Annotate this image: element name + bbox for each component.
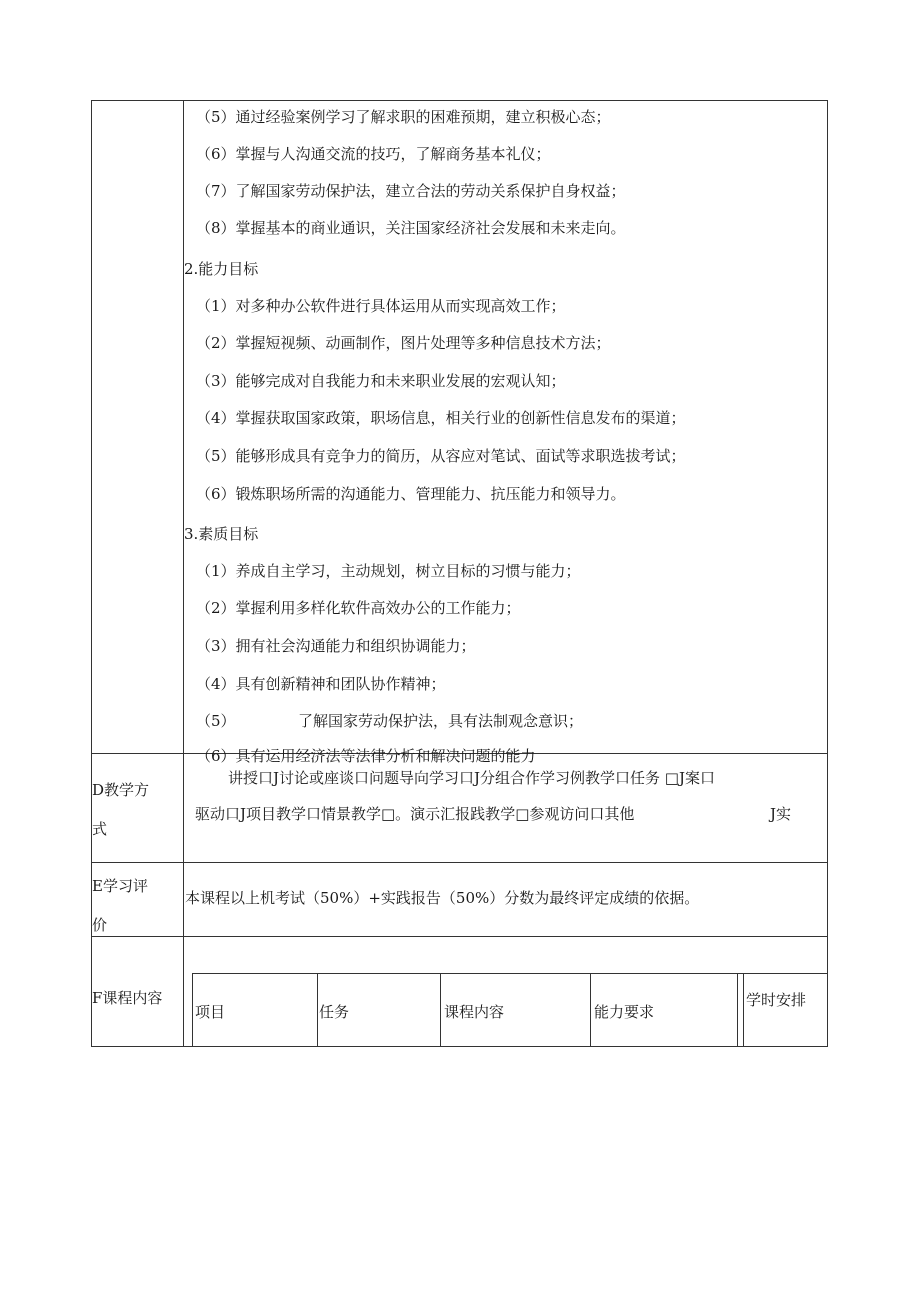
ability-item-5: （5）能够形成具有竞争力的简历，从容应对笔试、面试等求职选拔考试； <box>196 447 686 465</box>
ability-item-4: （4）掌握获取国家政策，职场信息，相关行业的创新性信息发布的渠道； <box>196 409 686 427</box>
quality-item-2: （2）掌握利用多样化软件高效办公的工作能力； <box>196 599 521 617</box>
quality-item-5-text: 了解国家劳动保护法，具有法制观念意识； <box>298 712 584 730</box>
ability-item-3: （3）能够完成对自我能力和未来职业发展的宏观认知； <box>196 372 566 390</box>
row-divider-assessment <box>92 936 827 937</box>
inner-divider-3 <box>590 974 591 1046</box>
knowledge-item-6: （6）掌握与人沟通交流的技巧，了解商务基本礼仪； <box>196 145 551 163</box>
quality-heading: 3.素质目标 <box>184 525 259 543</box>
knowledge-item-7: （7）了解国家劳动保护法，建立合法的劳动关系保护自身权益； <box>196 182 626 200</box>
course-content-label: F课程内容 <box>92 989 163 1007</box>
quality-item-6-cut: （6）具有运用经济法等法律分析和解决问题的能力 <box>196 747 536 765</box>
header-class-hours: 学时安排 <box>746 991 807 1009</box>
teaching-method-line2: 驱动口J项目教学口情景教学□。演示汇报践教学□参观访问口其他 <box>195 805 635 823</box>
objectives-cell <box>184 101 828 765</box>
course-table <box>91 100 828 1047</box>
header-project: 项目 <box>195 1003 226 1021</box>
knowledge-item-8: （8）掌握基本的商业通识，关注国家经济社会发展和未来走向。 <box>196 219 626 237</box>
teaching-method-line2-tail: J实 <box>770 805 792 823</box>
inner-divider-5 <box>743 974 744 1046</box>
ability-item-6: （6）锻炼职场所需的沟通能力、管理能力、抗压能力和领导力。 <box>196 485 626 503</box>
teaching-method-label-line2: 式 <box>92 820 108 838</box>
assessment-label-line2: 价 <box>92 916 108 934</box>
quality-item-3: （3）拥有社会沟通能力和组织协调能力； <box>196 637 476 655</box>
header-ability-requirement: 能力要求 <box>594 1003 655 1021</box>
ability-item-1: （1）对多种办公软件进行具体运用从而实现高效工作； <box>196 297 566 315</box>
knowledge-item-5: （5）通过经验案例学习了解求职的困难预期，建立积极心态； <box>196 108 611 126</box>
ability-item-2: （2）掌握短视频、动画制作，图片处理等多种信息技术方法； <box>196 334 611 352</box>
course-content-inner-table <box>192 973 828 1047</box>
header-task: 任务 <box>319 1003 350 1021</box>
quality-item-4: （4）具有创新精神和团队协作精神； <box>196 675 446 693</box>
header-course-content: 课程内容 <box>444 1003 505 1021</box>
assessment-text: 本课程以上机考试（50%）+实践报告（50%）分数为最终评定成绩的依据。 <box>185 889 700 907</box>
inner-divider-1 <box>317 974 318 1046</box>
ability-heading: 2.能力目标 <box>184 260 259 278</box>
teaching-method-line1: 讲授口J讨论或座谈口问题导向学习口J分组合作学习例教学口任务 □J案口 <box>228 769 715 787</box>
row-divider-teaching <box>92 862 827 863</box>
quality-item-5-number: （5） <box>196 712 236 730</box>
assessment-label-line1: E学习评 <box>92 877 148 895</box>
quality-item-1: （1）养成自主学习，主动规划，树立目标的习惯与能力； <box>196 562 581 580</box>
teaching-method-label-line1: D教学方 <box>92 781 150 799</box>
inner-divider-2 <box>440 974 441 1046</box>
inner-divider-4 <box>737 974 738 1046</box>
